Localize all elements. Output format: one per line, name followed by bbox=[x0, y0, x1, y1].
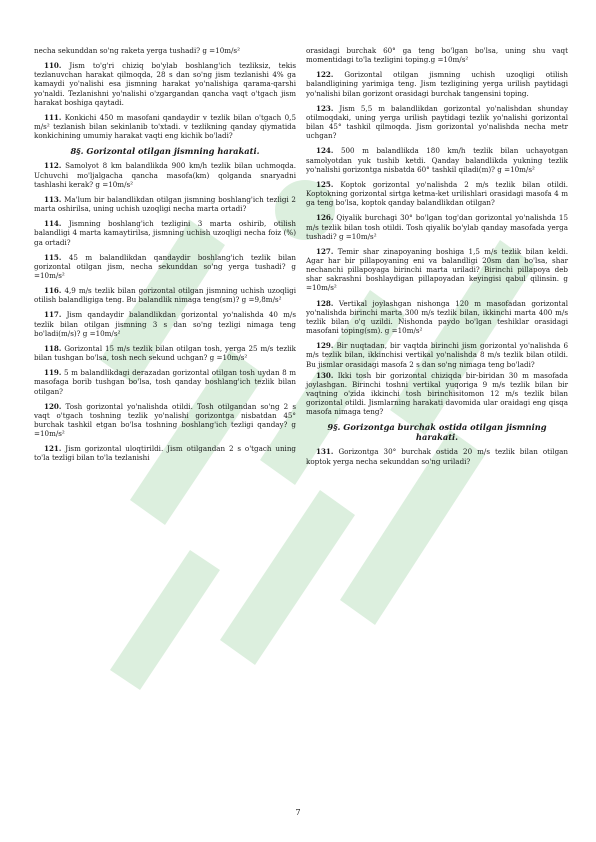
problem-paragraph bbox=[34, 61, 296, 107]
problem-text: Jism 5,5 m balandlikdan gorizontal yo'nalishdan shunday otilmoqdaki, uning yerga urilish paytidagi tezlik yo'nalishi gorizontal bilan 45° tashkil qilmoqda. Jism gorizontal yo'nalishda necha metr uchgan? bbox=[306, 103, 568, 141]
page-number: 7 bbox=[295, 808, 301, 817]
problem-number: 126. bbox=[316, 213, 334, 223]
problem-paragraph bbox=[306, 247, 568, 293]
problem-text: 4,9 m/s tezlik bilan gorizontal otilgan jismning uchish uzoqligi otilish balandligiga teng. Bu balandlik nimaga teng(sm)? g =9,8m/s² bbox=[34, 286, 296, 305]
problem-number: 115. bbox=[44, 252, 62, 262]
problem-number: 128. bbox=[316, 298, 334, 308]
problem-paragraph bbox=[306, 46, 568, 64]
problem-text: Jism qandaydir balandlikdan gorizontal yo'nalishda 40 m/s tezlik bilan otilgan jismning 3 s dan so'ng tezligi nimaga teng bo'ladi(m/s)? g =10m/s² bbox=[34, 310, 296, 338]
problem-paragraph bbox=[306, 213, 568, 240]
problem-text: Jism gorizontal uloqtirildi. Jism otilgandan 2 s o'tgach uning to'la tezligi bilan to'la tezlanishi bbox=[34, 444, 296, 463]
problem-paragraph bbox=[34, 444, 296, 462]
problem-text: Ma'lum bir balandlikdan otilgan jismning boshlang'ich tezligi 2 marta oshirilsa, uning uchish uzoqligi necha marta ortadi? bbox=[34, 194, 296, 214]
problem-text: Bir nuqtadan, bir vaqtda birinchi jism gorizontal yo'nalishda 6 m/s tezlik bilan, ikkinchisi vertikal yo'nalishda 8 m/s tezlik bilan otildi. Bu jismlar orasidagi masofa 2 s dan so'ng nimaga teng bo'ladi? bbox=[306, 341, 568, 369]
problem-paragraph bbox=[34, 113, 296, 140]
problem-text: 5 m balandlikdagi derazadan gorizontal otilgan tosh uydan 8 m masofaga borib tushgan bo'lsa, tosh qanday boshlang'ich tezlik bilan otilgan? bbox=[34, 368, 296, 396]
problem-number: 131. bbox=[316, 447, 334, 457]
problem-paragraph bbox=[34, 286, 296, 304]
problem-paragraph bbox=[306, 299, 568, 336]
right-column bbox=[306, 46, 568, 472]
problem-paragraph bbox=[34, 253, 296, 280]
problem-paragraph bbox=[34, 46, 296, 55]
problem-paragraph bbox=[306, 70, 568, 97]
problem-text: Konkichi 450 m masofani qandaydir v tezlik bilan o'tgach 0,5 m/s² tezlanish bilan sekinlanib to'xtadi. v tezlikning qanday qiymatida konkichining umumiy harakat vaqti eng kichik bo'ladi? bbox=[34, 112, 296, 141]
problem-text: Tosh gorizontal yo'nalishda otildi. Tosh otilgandan so'ng 2 s vaqt o'tgach toshning tezlik yo'nalishi gorizontga nisbatdan 45° burchak tashkil etgan bo'lsa toshning boshlang'ich tezligi qanday? g =10m/s² bbox=[34, 401, 296, 439]
problem-text: 45 m balandlikdan qandaydir boshlang'ich tezlik bilan gorizontal otilgan jism, necha sekunddan so'ng yerga tushadi? g =10m/s² bbox=[34, 252, 296, 280]
problem-paragraph bbox=[34, 195, 296, 213]
problem-number: 130. bbox=[316, 370, 334, 380]
problem-paragraph bbox=[34, 344, 296, 362]
problem-text: Vertikal joylashgan nishonga 120 m masofadan gorizontal yo'nalishda birinchi marta 300 m/s tezlik bilan, ikkinchi marta 400 m/s tezlik bilan o'q uzildi. Nishonda paydo bo'lgan teshiklar orasidagi masofani toping(sm). g =10m/s² bbox=[306, 298, 568, 336]
section-heading: 9§. Gorizontga burchak ostida otilgan jismning harakati. bbox=[327, 422, 547, 443]
problem-number: 116. bbox=[44, 286, 62, 296]
problem-paragraph bbox=[306, 146, 568, 173]
problem-paragraph bbox=[34, 368, 296, 395]
problem-number: 127. bbox=[316, 246, 334, 256]
problem-text: Samolyot 8 km balandlikda 900 km/h tezlik bilan uchmoqda. Uchuvchi mo'ljalgacha qancha masofa(km) qolganda snaryadni tashlashi kerak? g =10m/s² bbox=[34, 161, 296, 189]
problem-text: Jismning boshlang'ich tezligini 3 marta oshirib, otilish balandligi 4 marta kamaytirilsa, jismning uchish uzoqligi necha foiz (%) ga ortadi? bbox=[34, 219, 296, 247]
problem-text: Qiyalik burchagi 30° bo'lgan tog'dan gorizontal yo'nalishda 15 m/s tezlik bilan tosh otildi. Tosh qiyalik bo'ylab qanday masofada yerga tushadi? g =10m/s² bbox=[306, 213, 568, 241]
problem-text: 500 m balandlikda 180 km/h tezlik bilan uchayotgan samolyotdan yuk tushib ketdi. Qanday balandlikda yukning tezlik yo'nalishi gorizontga nisbatda 60° tashkil qiladi(m)? g =10m/s² bbox=[306, 146, 568, 174]
problem-paragraph bbox=[34, 161, 296, 188]
problem-text: Koptok gorizontal yo'nalishda 2 m/s tezlik bilan otildi. Koptokning gorizontal sirtga ketma-ket urilishlari orasidagi masofa 4 m ga teng bo'lsa, koptok qanday balandlikdan otilgan? bbox=[306, 179, 568, 208]
problem-paragraph bbox=[34, 310, 296, 337]
problem-text: Gorizontga 30° burchak ostida 20 m/s tezlik bilan otilgan koptok yerga necha sekunddan so'ng uriladi? bbox=[306, 447, 568, 466]
problem-number: 119. bbox=[44, 368, 62, 378]
problem-paragraph bbox=[306, 104, 568, 141]
problem-number: 112. bbox=[44, 161, 62, 171]
problem-text: necha sekunddan so'ng raketa yerga tushadi? g =10m/s² bbox=[34, 46, 240, 55]
problem-number: 123. bbox=[316, 103, 334, 113]
problem-paragraph bbox=[306, 180, 568, 207]
problem-paragraph bbox=[306, 371, 568, 417]
problem-text: Gorizontal otilgan jismning uchish uzoqligi otilish balandligining yarimiga teng. Jism tezligining yerga urilish paytidagi yo'nalishi bilan gorizont orasidagi burchak tangensini toping. bbox=[306, 70, 568, 98]
problem-number: 122. bbox=[316, 70, 334, 80]
problem-number: 117. bbox=[44, 310, 62, 320]
left-column bbox=[34, 46, 296, 469]
problem-text: Ikki tosh bir gorizontal chiziqda bir-biridan 30 m masofada joylashgan. Birinchi toshni vertikal yuqoriga 9 m/s tezlik bilan bir vaqtning o'zida ikkinchi tosh birinchisitomon 12 m/s tezlik bilan gorizontal otildi. Jismlarning harakati davomida ular oraidagi eng qisqa masofa nimaga teng? bbox=[306, 370, 568, 417]
problem-paragraph bbox=[306, 447, 568, 465]
problem-number: 110. bbox=[44, 61, 62, 71]
problem-number: 125. bbox=[316, 179, 334, 189]
problem-number: 129. bbox=[316, 341, 334, 351]
problem-paragraph bbox=[34, 402, 296, 439]
problem-paragraph bbox=[34, 219, 296, 246]
problem-paragraph bbox=[306, 341, 568, 368]
section-heading: 8§. Gorizontal otilgan jismning harakati. bbox=[70, 146, 260, 157]
problem-text: Gorizontal 15 m/s tezlik bilan otilgan tosh, yerga 25 m/s tezlik bilan tushgan bo'lsa, tosh nech sekund uchgan? g =10m/s² bbox=[34, 343, 296, 363]
problem-text: Temir shar zinapoyaning boshiga 1,5 m/s tezlik bilan keldi. Agar har bir pillapoyaning eni va balandligi 20sm dan bo'lsa, shar nechanchi pillapoyaga birinchi marta uriladi? Birinchi pillapoya deb shar sakrashni boshlaydigan pillapoyadan keyingisi qabul qilinsin. g =10m/s² bbox=[306, 246, 568, 293]
problem-text: orasidagi burchak 60° ga teng bo'lgan bo'lsa, uning shu vaqt momentidagi to'la tezligini toping.g =10m/s² bbox=[306, 46, 568, 65]
problem-number: 121. bbox=[44, 444, 62, 454]
problem-number: 111. bbox=[44, 112, 62, 122]
problem-number: 124. bbox=[316, 146, 334, 156]
problem-number: 114. bbox=[44, 219, 62, 229]
problem-number: 113. bbox=[44, 194, 62, 204]
problem-number: 118. bbox=[44, 343, 62, 353]
problem-number: 120. bbox=[44, 401, 62, 411]
problem-text: Jism to'g'ri chiziq bo'ylab boshlang'ich tezliksiz, tekis tezlanuvchan harakat qilmoqda, 28 s dan so'ng jism tezlanishi 4% ga kamaydi yo'nalishi esa jismning harakat yo'nalishiga qarama-qarshi yo'naldi. Tezlanishni yo'nalishi o'zgargandan qancha vaqt o'tgach jism harakat boshiga qaytadi. bbox=[34, 61, 296, 107]
